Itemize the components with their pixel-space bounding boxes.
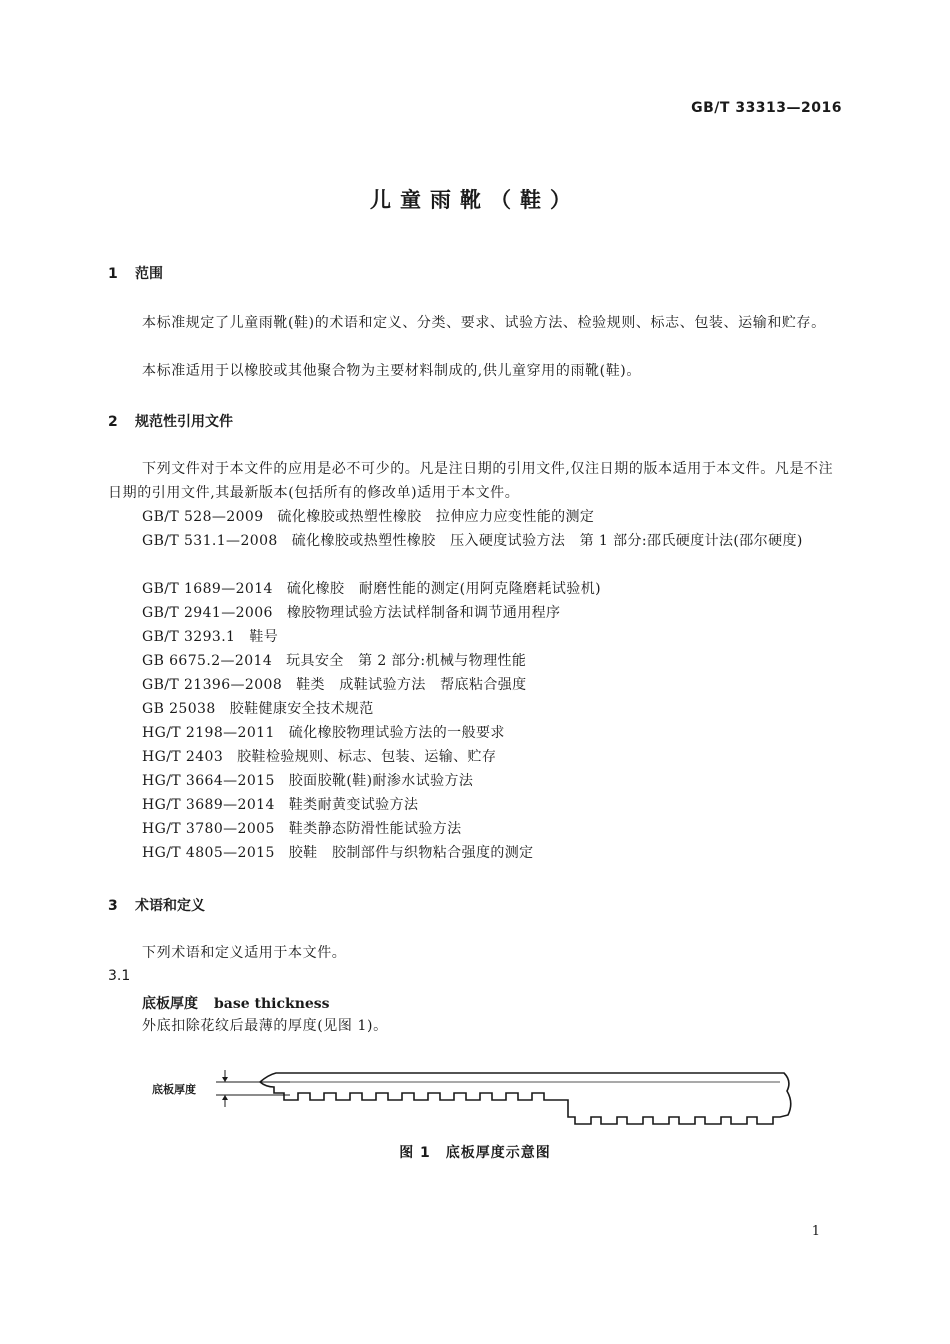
reference-title: 胶鞋健康安全技术规范 <box>229 701 374 717</box>
reference-title: 硫化橡胶 耐磨性能的测定(用阿克隆磨耗试验机) <box>286 581 601 597</box>
reference-item <box>142 841 534 865</box>
reference-code: HG/T 2198—2011 <box>142 725 275 741</box>
reference-code: GB/T 528—2009 <box>142 509 264 525</box>
reference-code: HG/T 3780—2005 <box>142 821 275 837</box>
reference-title: 胶面胶靴(鞋)耐渗水试验方法 <box>288 773 474 789</box>
reference-title: 鞋类 成鞋试验方法 帮底粘合强度 <box>296 677 527 693</box>
reference-item <box>142 769 473 793</box>
reference-code: GB/T 3293.1 <box>142 629 236 645</box>
term-en: base thickness <box>214 996 330 1012</box>
reference-item <box>142 505 594 529</box>
term-zh: 底板厚度 <box>142 996 198 1012</box>
reference-item <box>142 601 560 625</box>
normative-intro: 下列文件对于本文件的应用是必不可少的。凡是注日期的引用文件,仅注日期的版本适用于本文件。凡是不注日期的引用文件,其最新版本(包括所有的修改单)适用于本文件。 <box>108 461 834 501</box>
reference-title: 鞋号 <box>249 629 279 645</box>
reference-item <box>108 529 845 553</box>
arrowhead-bottom <box>222 1095 228 1100</box>
term-definition: 外底扣除花纹后最薄的厚度(见图 1)。 <box>142 1018 388 1034</box>
sole-outline <box>260 1073 791 1124</box>
section-number: 2 <box>108 414 118 430</box>
reference-item <box>142 697 374 721</box>
reference-code: GB 6675.2—2014 <box>142 653 273 669</box>
reference-code: GB/T 1689—2014 <box>142 581 273 597</box>
reference-title: 鞋类静态防滑性能试验方法 <box>288 821 462 837</box>
reference-title: 橡胶物理试验方法试样制备和调节通用程序 <box>286 605 561 621</box>
figure-label: 底板厚度 <box>152 1083 196 1096</box>
reference-code: HG/T 2403 <box>142 749 224 765</box>
document-title: 儿童雨靴（鞋） <box>370 188 580 212</box>
reference-item <box>142 649 526 673</box>
section-heading-normative <box>108 411 233 431</box>
section-number: 1 <box>108 266 118 282</box>
section-heading-scope <box>108 263 163 283</box>
reference-code: HG/T 3689—2014 <box>142 797 275 813</box>
terms-intro: 下列术语和定义适用于本文件。 <box>142 945 347 961</box>
reference-item <box>142 793 418 817</box>
base-thickness-figure <box>150 1065 810 1135</box>
reference-title: 硫化橡胶或热塑性橡胶 压入硬度试验方法 第 1 部分:邵氏硬度计法(邵尔硬度) <box>291 533 803 549</box>
term-heading <box>142 993 330 1013</box>
section-number: 3 <box>108 898 118 914</box>
reference-title: 胶鞋 胶制部件与织物粘合强度的测定 <box>288 845 534 861</box>
reference-title: 玩具安全 第 2 部分:机械与物理性能 <box>286 653 527 669</box>
reference-title: 鞋类耐黄变试验方法 <box>288 797 419 813</box>
section-title: 范围 <box>135 266 163 282</box>
reference-item <box>142 625 278 649</box>
section-title: 术语和定义 <box>135 898 205 914</box>
section-title: 规范性引用文件 <box>135 414 233 430</box>
reference-code: GB/T 531.1—2008 <box>142 533 278 549</box>
reference-title: 胶鞋检验规则、标志、包装、运输、贮存 <box>237 749 497 765</box>
reference-item <box>142 721 505 745</box>
figure-caption: 图 1 底板厚度示意图 <box>399 1145 551 1161</box>
reference-item <box>142 745 496 769</box>
scope-paragraph-1: 本标准规定了儿童雨靴(鞋)的术语和定义、分类、要求、试验方法、检验规则、标志、包装、运输和贮存。 <box>142 315 826 331</box>
reference-item <box>142 817 462 841</box>
reference-item <box>142 577 601 601</box>
arrowhead-top <box>222 1077 228 1082</box>
reference-code: GB/T 21396—2008 <box>142 677 283 693</box>
standard-code: GB/T 33313—2016 <box>691 100 842 116</box>
reference-code: GB 25038 <box>142 701 216 717</box>
scope-paragraph-2: 本标准适用于以橡胶或其他聚合物为主要材料制成的,供儿童穿用的雨靴(鞋)。 <box>142 363 641 379</box>
reference-code: HG/T 3664—2015 <box>142 773 275 789</box>
reference-title: 硫化橡胶或热塑性橡胶 拉伸应力应变性能的测定 <box>277 509 595 525</box>
reference-code: GB/T 2941—2006 <box>142 605 273 621</box>
page-number: 1 <box>811 1224 820 1239</box>
reference-item <box>142 673 527 697</box>
term-number: 3.1 <box>108 968 131 984</box>
reference-title: 硫化橡胶物理试验方法的一般要求 <box>288 725 505 741</box>
reference-code: HG/T 4805—2015 <box>142 845 275 861</box>
section-heading-terms <box>108 895 205 915</box>
